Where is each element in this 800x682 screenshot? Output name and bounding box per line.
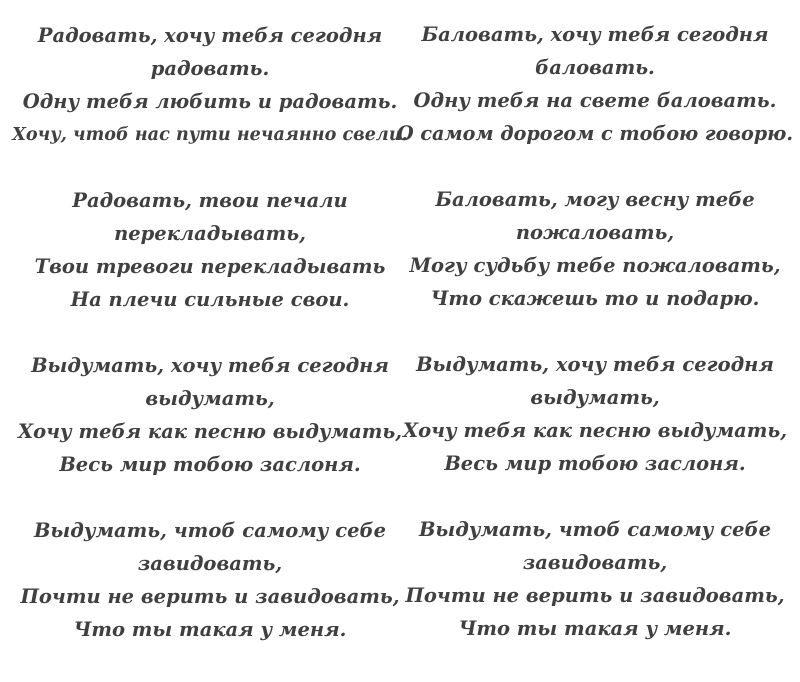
lyric-line: Весь мир тобою заслоня. [444, 452, 746, 475]
lyric-line: Баловать, могу весну тебе [435, 188, 755, 211]
lyric-line: Что ты такая у меня. [73, 618, 347, 641]
lyric-line: Хочу тебя как песню выдумать, [402, 419, 788, 442]
lyric-line: Выдумать, чтоб самому себе [33, 519, 387, 542]
lyric-line: выдумать, [145, 387, 275, 410]
stanza [397, 18, 793, 150]
lyric-line: радовать. [150, 57, 270, 80]
lyric-line: Твои тревоги перекладывать [34, 255, 386, 278]
lyric-line: Что ты такая у меня. [458, 617, 732, 640]
lyric-line: Выдумать, хочу тебя сегодня [416, 353, 774, 376]
lyric-line: Выдумать, чтоб самому себе [418, 518, 772, 541]
lyric-line: Почти не верить и завидовать, [20, 585, 400, 608]
lyric-line: пожаловать, [515, 221, 675, 244]
lyric-line: Радовать, твои печали [72, 189, 348, 212]
lyric-line: Могу судьбу тебе пожаловать, [409, 254, 781, 277]
lyric-line: завидовать, [137, 552, 283, 575]
right-column [395, 0, 795, 682]
lyric-line: Одну тебя на свете баловать. [413, 89, 777, 112]
lyric-line: перекладывать, [114, 222, 306, 245]
stanza [409, 183, 780, 315]
lyric-line: Баловать, хочу тебя сегодня [421, 23, 769, 46]
stanza [405, 513, 784, 645]
lyric-line: баловать. [535, 56, 655, 79]
lyric-line: На плечи сильные свои. [70, 288, 350, 311]
stanza [18, 349, 402, 481]
stanza [12, 19, 408, 151]
stanza [20, 514, 399, 646]
stanza [403, 348, 787, 480]
lyric-line: Выдумать, хочу тебя сегодня [31, 354, 389, 377]
lyric-line: Радовать, хочу тебя сегодня [37, 24, 383, 47]
left-column [10, 0, 410, 682]
lyric-line: Весь мир тобою заслоня. [59, 453, 361, 476]
lyric-line: выдумать, [530, 386, 660, 409]
lyric-line: Одну тебя любить и радовать. [22, 90, 398, 113]
stanza [35, 184, 386, 316]
lyric-line: Хочу, чтоб нас пути нечаянно свели. [12, 124, 408, 145]
lyric-line: О самом дорогом с тобою говорю. [396, 122, 793, 145]
lyric-line: Что скажешь то и подарю. [430, 287, 760, 310]
lyric-line: завидовать, [522, 551, 668, 574]
lyric-line: Почти не верить и завидовать, [405, 584, 785, 607]
lyric-line: Хочу тебя как песню выдумать, [17, 420, 403, 443]
